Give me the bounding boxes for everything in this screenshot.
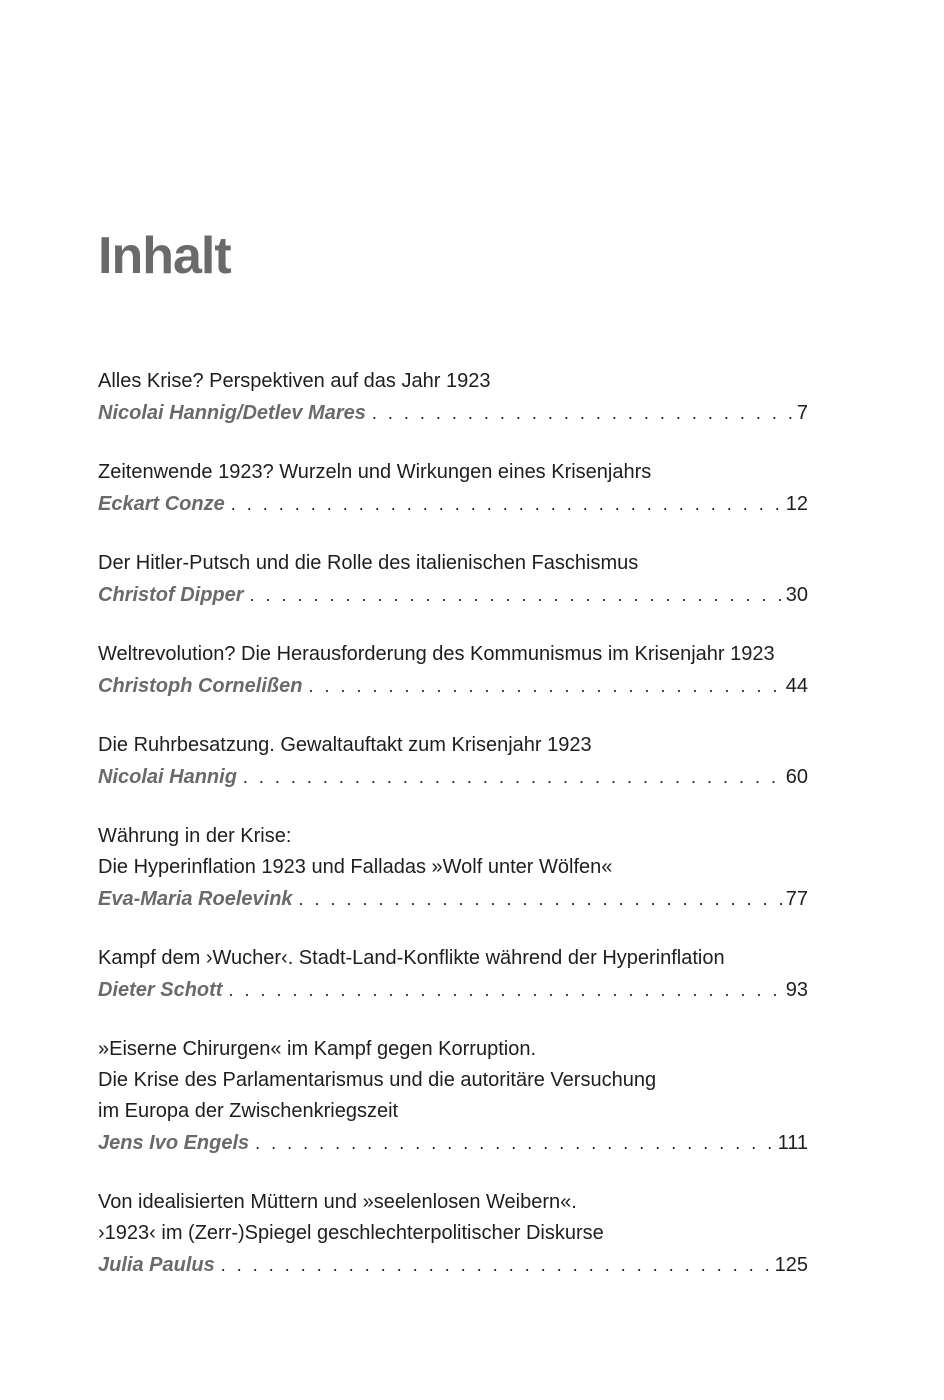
dot-leader <box>243 761 784 793</box>
entry-page-number: 60 <box>785 766 808 788</box>
entry-title: ›1923‹ im (Zerr-)Spiegel geschlechterpolitischer Diskurse <box>98 1222 604 1244</box>
entry-page-number: 111 <box>777 1132 808 1154</box>
entry-author: Dieter Schott <box>98 979 223 1001</box>
entry-author: Jens Ivo Engels <box>98 1132 250 1154</box>
dot-leader <box>228 974 783 1006</box>
entry-author: Nicolai Hannig/Detlev Mares <box>98 402 366 424</box>
toc-entry[interactable] <box>98 730 808 793</box>
entry-author: Nicolai Hannig <box>98 766 237 788</box>
entry-title: Die Hyperinflation 1923 und Falladas »Wolf unter Wölfen« <box>98 856 613 878</box>
entry-title: »Eiserne Chirurgen« im Kampf gegen Korruption. <box>98 1038 537 1060</box>
table-of-contents <box>98 366 808 1281</box>
entry-author-row <box>98 1249 808 1281</box>
entry-page-number: 30 <box>785 584 808 606</box>
entry-author-row <box>98 761 808 793</box>
entry-author-row <box>98 670 808 702</box>
entry-author: Christoph Cornelißen <box>98 675 303 697</box>
dot-leader <box>250 579 784 611</box>
entry-author: Julia Paulus <box>98 1254 215 1276</box>
entry-title: Die Ruhrbesatzung. Gewaltauftakt zum Krisenjahr 1923 <box>98 734 592 756</box>
entry-author-row <box>98 488 808 520</box>
dot-leader <box>299 883 784 915</box>
entry-title: Der Hitler-Putsch und die Rolle des italienischen Faschismus <box>98 552 639 574</box>
toc-entry[interactable] <box>98 457 808 520</box>
dot-leader <box>372 397 795 429</box>
entry-page-number: 7 <box>796 402 808 424</box>
entry-author: Eva-Maria Roelevink <box>98 888 293 910</box>
toc-entry[interactable] <box>98 1187 808 1281</box>
dot-leader <box>308 670 783 702</box>
entry-page-number: 93 <box>785 979 808 1001</box>
toc-entry[interactable] <box>98 1034 808 1159</box>
entry-title: Von idealisierten Müttern und »seelenlosen Weibern«. <box>98 1191 577 1213</box>
entry-author-row <box>98 974 808 1006</box>
entry-page-number: 44 <box>785 675 808 697</box>
entry-author-row <box>98 1127 808 1159</box>
toc-entry[interactable] <box>98 943 808 1006</box>
entry-page-number: 77 <box>785 888 808 910</box>
entry-author-row <box>98 579 808 611</box>
entry-title: im Europa der Zwischenkriegszeit <box>98 1100 399 1122</box>
entry-page-number: 125 <box>774 1254 808 1276</box>
toc-entry[interactable] <box>98 821 808 915</box>
entry-title: Währung in der Krise: <box>98 825 292 847</box>
dot-leader <box>231 488 784 520</box>
entry-title: Alles Krise? Perspektiven auf das Jahr 1923 <box>98 370 491 392</box>
entry-page-number: 12 <box>785 493 808 515</box>
dot-leader <box>221 1249 773 1281</box>
toc-entry[interactable] <box>98 366 808 429</box>
entry-title: Die Krise des Parlamentarismus und die autoritäre Versuchung <box>98 1069 657 1091</box>
dot-leader <box>255 1127 775 1159</box>
page-title: Inhalt <box>98 227 231 285</box>
entry-author: Eckart Conze <box>98 493 225 515</box>
entry-author: Christof Dipper <box>98 584 244 606</box>
entry-title: Kampf dem ›Wucher‹. Stadt-Land-Konflikte während der Hyperinflation <box>98 947 725 969</box>
entry-title: Zeitenwende 1923? Wurzeln und Wirkungen eines Krisenjahrs <box>98 461 652 483</box>
toc-entry[interactable] <box>98 548 808 611</box>
entry-title: Weltrevolution? Die Herausforderung des Kommunismus im Krisenjahr 1923 <box>98 643 775 665</box>
entry-author-row <box>98 397 808 429</box>
toc-entry[interactable] <box>98 639 808 702</box>
entry-author-row <box>98 883 808 915</box>
